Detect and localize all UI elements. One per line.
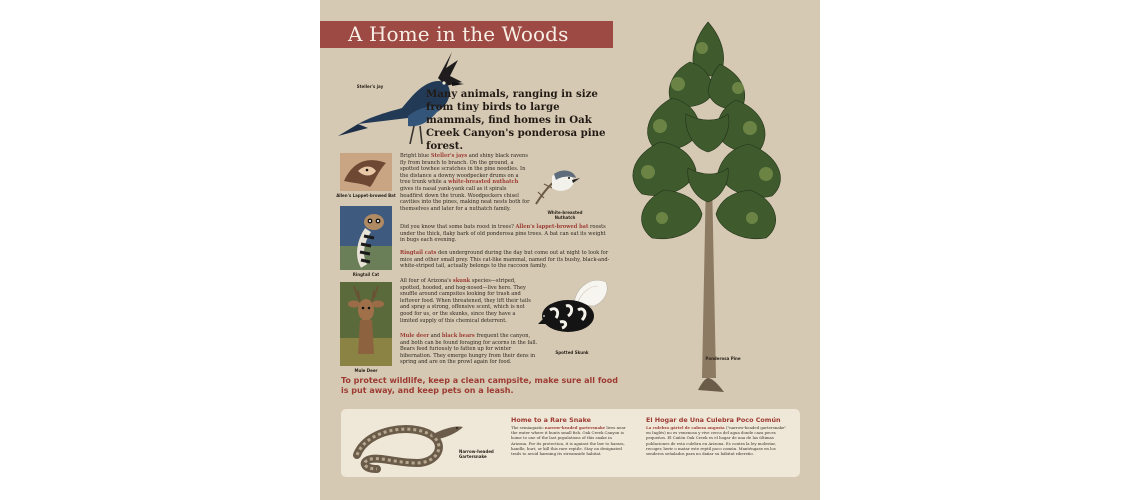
- p4-pre: All four of Arizona's: [400, 278, 453, 284]
- nuthatch-caption: White-breasted Nuthatch: [547, 210, 583, 220]
- p5-post: frequent the canyon, and both can be found foraging for acorns in the fall. Bears feed furiously to fatten up for winter hibernation. They emerge hungry from their dens in spring and are on the prowl again for food.: [400, 333, 538, 366]
- p2-pre: Did you know that some bats roost in trees?: [400, 224, 516, 230]
- interpretive-panel: [320, 0, 820, 500]
- p4-highlight-skunk: skunk: [452, 278, 471, 284]
- p3-post: den underground during the day but come out at night to look for mice and other small prey. This cat-like mammal, named for its bushy, black-and-white-striped tail, actually belongs to the raccoon family.: [400, 250, 610, 270]
- bat-photo: [340, 153, 392, 191]
- p1-pre: Bright blue: [400, 153, 431, 159]
- snake-en-highlight: narrow-headed gartersnake: [544, 425, 606, 430]
- p5-mid: and: [429, 333, 442, 339]
- jay-caption: Steller's jay: [356, 84, 384, 89]
- skunk-caption: Spotted Skunk: [555, 350, 589, 355]
- snake-heading-es: El Hogar de Una Culebra Poco Común: [646, 416, 781, 424]
- campsite-callout: To protect wildlife, keep a clean campsite, make sure all food is put away, and keep pets on a leash.: [341, 376, 619, 395]
- snake-text-es: [646, 425, 792, 456]
- ponderosa-pine-illustration: [602, 18, 812, 410]
- p1-mid: and shiny black ravens fly from branch to branch. On the ground, a spotted towhee scratches in the pine needles. In the distance a downy woodpecker drums on a tree trunk while a: [400, 153, 528, 186]
- deer-caption: Mule Deer: [354, 368, 378, 373]
- paragraph-ringtail: [400, 250, 610, 270]
- p1-post: gives its nasal yank-yank call as it spirals headfirst down the trunk. Woodpeckers chisel cavities into the pines, making neat nests both for themselves and later for a nuthatch family.: [400, 185, 530, 212]
- mule-deer-photo: [340, 282, 392, 366]
- ringtail-photo: [340, 206, 392, 270]
- p3-highlight-ringtail: Ringtail cats: [400, 250, 437, 256]
- nuthatch-illustration: [532, 158, 582, 208]
- snake-heading-en: Home to a Rare Snake: [511, 416, 591, 424]
- bat-caption: Allen's Lappet-browed Bat: [336, 193, 396, 198]
- paragraph-birds: [400, 153, 530, 212]
- p1-highlight-nuthatch: white-breasted nuthatch: [448, 179, 519, 186]
- snake-es-text: ("narrow-headed gartersnake" en Inglés) no es venenosa y vive cerca del agua donde caza peces pequeños. El Cañón Oak Creek es el hogar de una de las últimas poblaciones de esta culebra en Arizona. Es contra la ley molestar, recoger, herir o matar este reptil poco común. Manténgase en los senderos señalados para no dañar su hábitat ribereño.: [646, 425, 787, 457]
- snake-en-text: lives near the water where it hunts small fish. Oak Creek Canyon is home to one of the last populations of this snake in Arizona. For its protection, it is against the law to harass, handle, hurt, or kill this rare reptile. Stay on designated trails to avoid harming its streamside habitat.: [511, 425, 626, 457]
- intro-text: Many animals, ranging in size from tiny birds to large mammals, find homes in Oak Creek Canyon's ponderosa pine forest.: [426, 88, 606, 152]
- snake-en-pre: The semiaquatic: [511, 425, 545, 430]
- snake-caption: Narrow-headed Gartersnake: [459, 449, 494, 459]
- p5-highlight-bears: black bears: [441, 333, 475, 339]
- gartersnake-illustration: [347, 415, 467, 473]
- paragraph-skunk: [400, 278, 532, 324]
- paragraph-bats: [400, 224, 610, 244]
- paragraph-deer-bears: [400, 333, 540, 366]
- p2-highlight-bat: Allen's lappet-browed bat: [515, 224, 589, 230]
- snake-text-en: [511, 425, 629, 456]
- rare-snake-box: [341, 409, 800, 477]
- snake-es-highlight: La culebra gártel de cabeza angosta: [646, 425, 725, 430]
- p1-highlight-jay: Steller's jays: [430, 153, 468, 159]
- p5-highlight-deer: Mule deer: [400, 333, 430, 339]
- ringtail-caption: Ringtail Cat: [352, 272, 380, 277]
- p4-post: species—striped, spotted, hooded, and hog-nosed—live here. They snuffle around campsites looking for trash and leftover food. When threatened, they lift their tails and spray a strong, offensive scent, which is not good for us, or the skunks, since they have a limited supply of this chemical deterrent.: [400, 278, 531, 324]
- p2-post: roosts under the thick, flaky bark of old ponderosa pine trees. A bat can eat its weight in bugs each evening.: [400, 224, 606, 244]
- pine-caption: Ponderosa Pine: [705, 356, 741, 361]
- page-title: A Home in the Woods: [348, 22, 569, 46]
